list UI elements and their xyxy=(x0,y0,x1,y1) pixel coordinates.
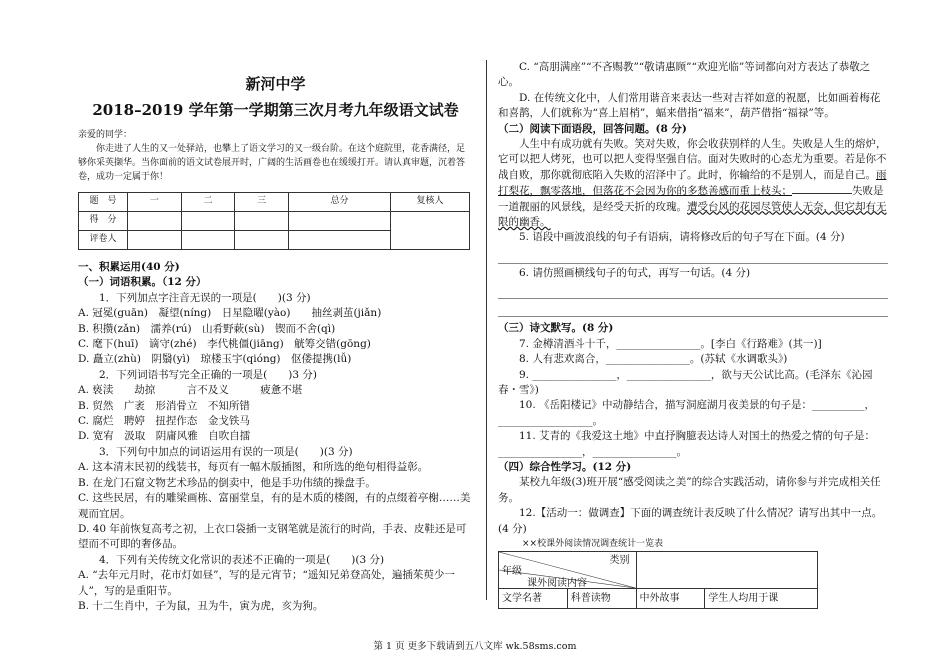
passage-text: 人生中有成功就有失败。笑对失败，你会收获别样的人生。失败是人生的熔炉，它可以把人烤死，也可以把人变得坚强自信。面对失败时的心态尤为重要。若是你不战自败，那你就彻底陷入失败的沼泽中了。此时，你输给的不是别人，而是自己。 xyxy=(498,138,887,181)
intro-text: 你走进了人生的又一处驿站，也攀上了语文学习的又一级台阶。在这个庭院里，花香满径，足够你采英撷华。当你面前的语文试卷展开时，广阔的生活画卷也在缓缓打开。请认真审题，沉着答卷，成功一定属于你！ xyxy=(78,144,466,182)
passage xyxy=(498,137,888,230)
blank[interactable] xyxy=(792,183,852,194)
table-title: ××校课外阅读情况调查统计一览表 xyxy=(522,538,664,549)
right-column xyxy=(498,60,888,609)
score-header-cell: 三 xyxy=(235,193,289,212)
section-heading: 一、积累运用(40 分) xyxy=(78,261,180,273)
option: C. 腐烂 聘婷 扭捏作态 金戈铁马 xyxy=(78,415,250,428)
page-footer: 第 1 页 更多下载请到五八文库 wk.58sms.com xyxy=(373,641,577,652)
question: 5. 语段中画波浪线的句子有语病，请将修改后的句子写在下面。(4 分) xyxy=(519,231,845,244)
task-intro: 某校九年级(3)班开展“感受阅读之美”的综合实践活动，请你参与并完成相关任务。 xyxy=(498,476,881,504)
score-input-cell[interactable] xyxy=(181,212,235,231)
score-header-cell: 题 号 xyxy=(79,193,128,212)
grader-cell[interactable] xyxy=(235,231,289,250)
score-table xyxy=(78,192,470,250)
table-cell xyxy=(636,551,817,588)
question: 2．下列词语书写完全正确的一项是( )3 分) xyxy=(99,368,317,381)
table-col-header: 学生人均用于课 xyxy=(705,588,818,608)
subsection-heading: （二）阅读下面语段，回答问题。(8 分) xyxy=(498,122,687,135)
diag-label-content: 课外阅读内容 xyxy=(527,577,587,589)
option: D. 40 年前恢复高考之初，上衣口袋插一支钢笔就是流行的时尚，手表、皮鞋还是可望而不可即的奢侈品。 xyxy=(78,522,467,551)
question: 8. 人有悲欢离合，________________。(苏轼《水调歌头》) xyxy=(519,353,788,366)
score-row-label: 评卷人 xyxy=(79,231,128,250)
reviewer-cell[interactable] xyxy=(391,212,470,250)
grader-cell[interactable] xyxy=(128,231,182,250)
table-col-header: 科普读物 xyxy=(567,588,636,608)
option: A. 冠冕(guān) 凝望(níng) 日星隐曜(yào) 抽丝剥茧(jiǎn) xyxy=(78,307,382,320)
option: D. 矗立(zhù) 阴翳(yì) 琼楼玉宇(qióng) 伛偻提携(lǚ) xyxy=(78,353,352,366)
grader-cell[interactable] xyxy=(181,231,235,250)
table-col-header: 文学名著 xyxy=(499,588,568,608)
question: 11. 艾青的《我爱这土地》中直抒胸臆表达诗人对国土的热爱之情的句子是：________________，________________。 xyxy=(498,430,876,458)
score-input-cell[interactable] xyxy=(128,212,182,231)
subsection-heading: （一）词语积累。（12 分） xyxy=(78,276,207,289)
diag-label-grade: 年级 xyxy=(502,565,522,577)
subsection-heading: （四）综合性学习。(12 分) xyxy=(498,460,632,473)
greeting: 亲爱的同学： xyxy=(78,130,133,140)
score-row-label: 得 分 xyxy=(79,212,128,231)
left-column xyxy=(78,60,473,614)
option: A. “去年元月时，花市灯如昼”，写的是元宵节；“遥知兄弟登高处，遍插茱萸少一人”，写的是重阳节。 xyxy=(78,569,455,597)
question: 4．下列有关传统文化常识的表述不正确的一项是( )(3 分) xyxy=(99,553,385,566)
answer-line[interactable] xyxy=(498,249,888,264)
option: C. 麾下(huī) 谪守(zhé) 李代桃僵(jiāng) 觥筹交错(gōng) xyxy=(78,338,371,351)
underlined-sentence: 雨打梨花，飘零落地，但落花不会因为你的多愁善感而重上枝头； xyxy=(498,168,887,198)
school-name: 新河中学 xyxy=(245,75,306,93)
diagonal-header-cell xyxy=(499,551,637,588)
column-divider xyxy=(486,60,487,600)
question: 7. 金樽清酒斗十千，________________。[李白《行路难》(其一)] xyxy=(519,337,822,350)
passage-text: 失败是一道靓丽的风景线，是经受天折的玫瑰。 xyxy=(498,185,884,213)
table-col-header: 中外故事 xyxy=(636,588,705,608)
score-header-cell: 总分 xyxy=(289,193,391,212)
subsection-heading: （三）诗文默写。(8 分) xyxy=(498,322,614,335)
question: 6. 请仿照画横线句子的句式，再写一句话。(4 分) xyxy=(519,266,751,279)
survey-table xyxy=(498,551,818,609)
option: B. 积攒(zǎn) 濡养(rú) 山肴野蔌(sù) 锲而不舍(qì) xyxy=(78,322,336,335)
score-input-cell[interactable] xyxy=(235,212,289,231)
question: 12.【活动一：做调查】下面的调查统计表反映了什么情况？请写出其中一点。(4 分) xyxy=(498,507,883,535)
option: C. “高朋满座”“不吝赐教”“敬请惠顾”“欢迎光临”等词都向对方表达了恭敬之心。 xyxy=(498,61,871,89)
question: 3．下列句中加点的词语运用有误的一项是( )(3 分) xyxy=(99,445,353,458)
option: A. 亵渎 劫掠 言不及义 疲惫不堪 xyxy=(78,384,303,397)
grader-cell[interactable] xyxy=(289,231,391,250)
score-header-cell: 复核人 xyxy=(391,193,470,212)
option: B. 贸然 广袤 形消骨立 不知所错 xyxy=(78,399,250,412)
exam-title: 2018–2019 学年第一学期第三次月考九年级语文试卷 xyxy=(92,101,459,119)
option: A. 这本清末民初的线装书，每页有一幅木版插图，和所选的绝句相得益彰。 xyxy=(78,461,429,474)
answer-line[interactable] xyxy=(498,284,888,299)
option: B. 十二生肖中，子为鼠，丑为牛，寅为虎，亥为狗。 xyxy=(78,599,324,612)
score-header-cell: 二 xyxy=(181,193,235,212)
question: 10. 《岳阳楼记》中动静结合，描写洞庭湖月夜美景的句子是：__________，__________________。 xyxy=(498,399,876,427)
option: D. 在传统文化中，人们常用谐音来表达一些对吉祥如意的祝愿，比如画着梅花和喜鹊，人们就称为“喜上眉梢”，蝠来借指“福来”，葫芦借指“福禄”等。 xyxy=(498,91,881,120)
diag-label-category: 类别 xyxy=(609,554,630,566)
option: B. 在龙门石窟文物艺术珍品的倒卖中，他是手功伟绩的操盘手。 xyxy=(78,476,376,489)
question: 1．下列加点字注音无误的一项是( )(3 分) xyxy=(99,291,311,304)
answer-line[interactable] xyxy=(498,302,888,317)
option: C. 这些民居，有的雕梁画栋、富丽堂皇，有的是木质的楼阁，有的点缀着亭榭……美观而宜居。 xyxy=(78,492,471,520)
question: 9. ________________，________________，欲与天公试比高。(毛泽东《沁园春・雪》) xyxy=(498,368,873,396)
wavy-underlined-sentence: 遭受台风的花园尽管使人无奈，但它却有无限的幽香。 xyxy=(498,200,887,229)
score-input-cell[interactable] xyxy=(289,212,391,231)
score-header-cell: 一 xyxy=(128,193,182,212)
option: D. 宽宥 汲取 阴庸风雅 自吹自擂 xyxy=(78,430,251,443)
